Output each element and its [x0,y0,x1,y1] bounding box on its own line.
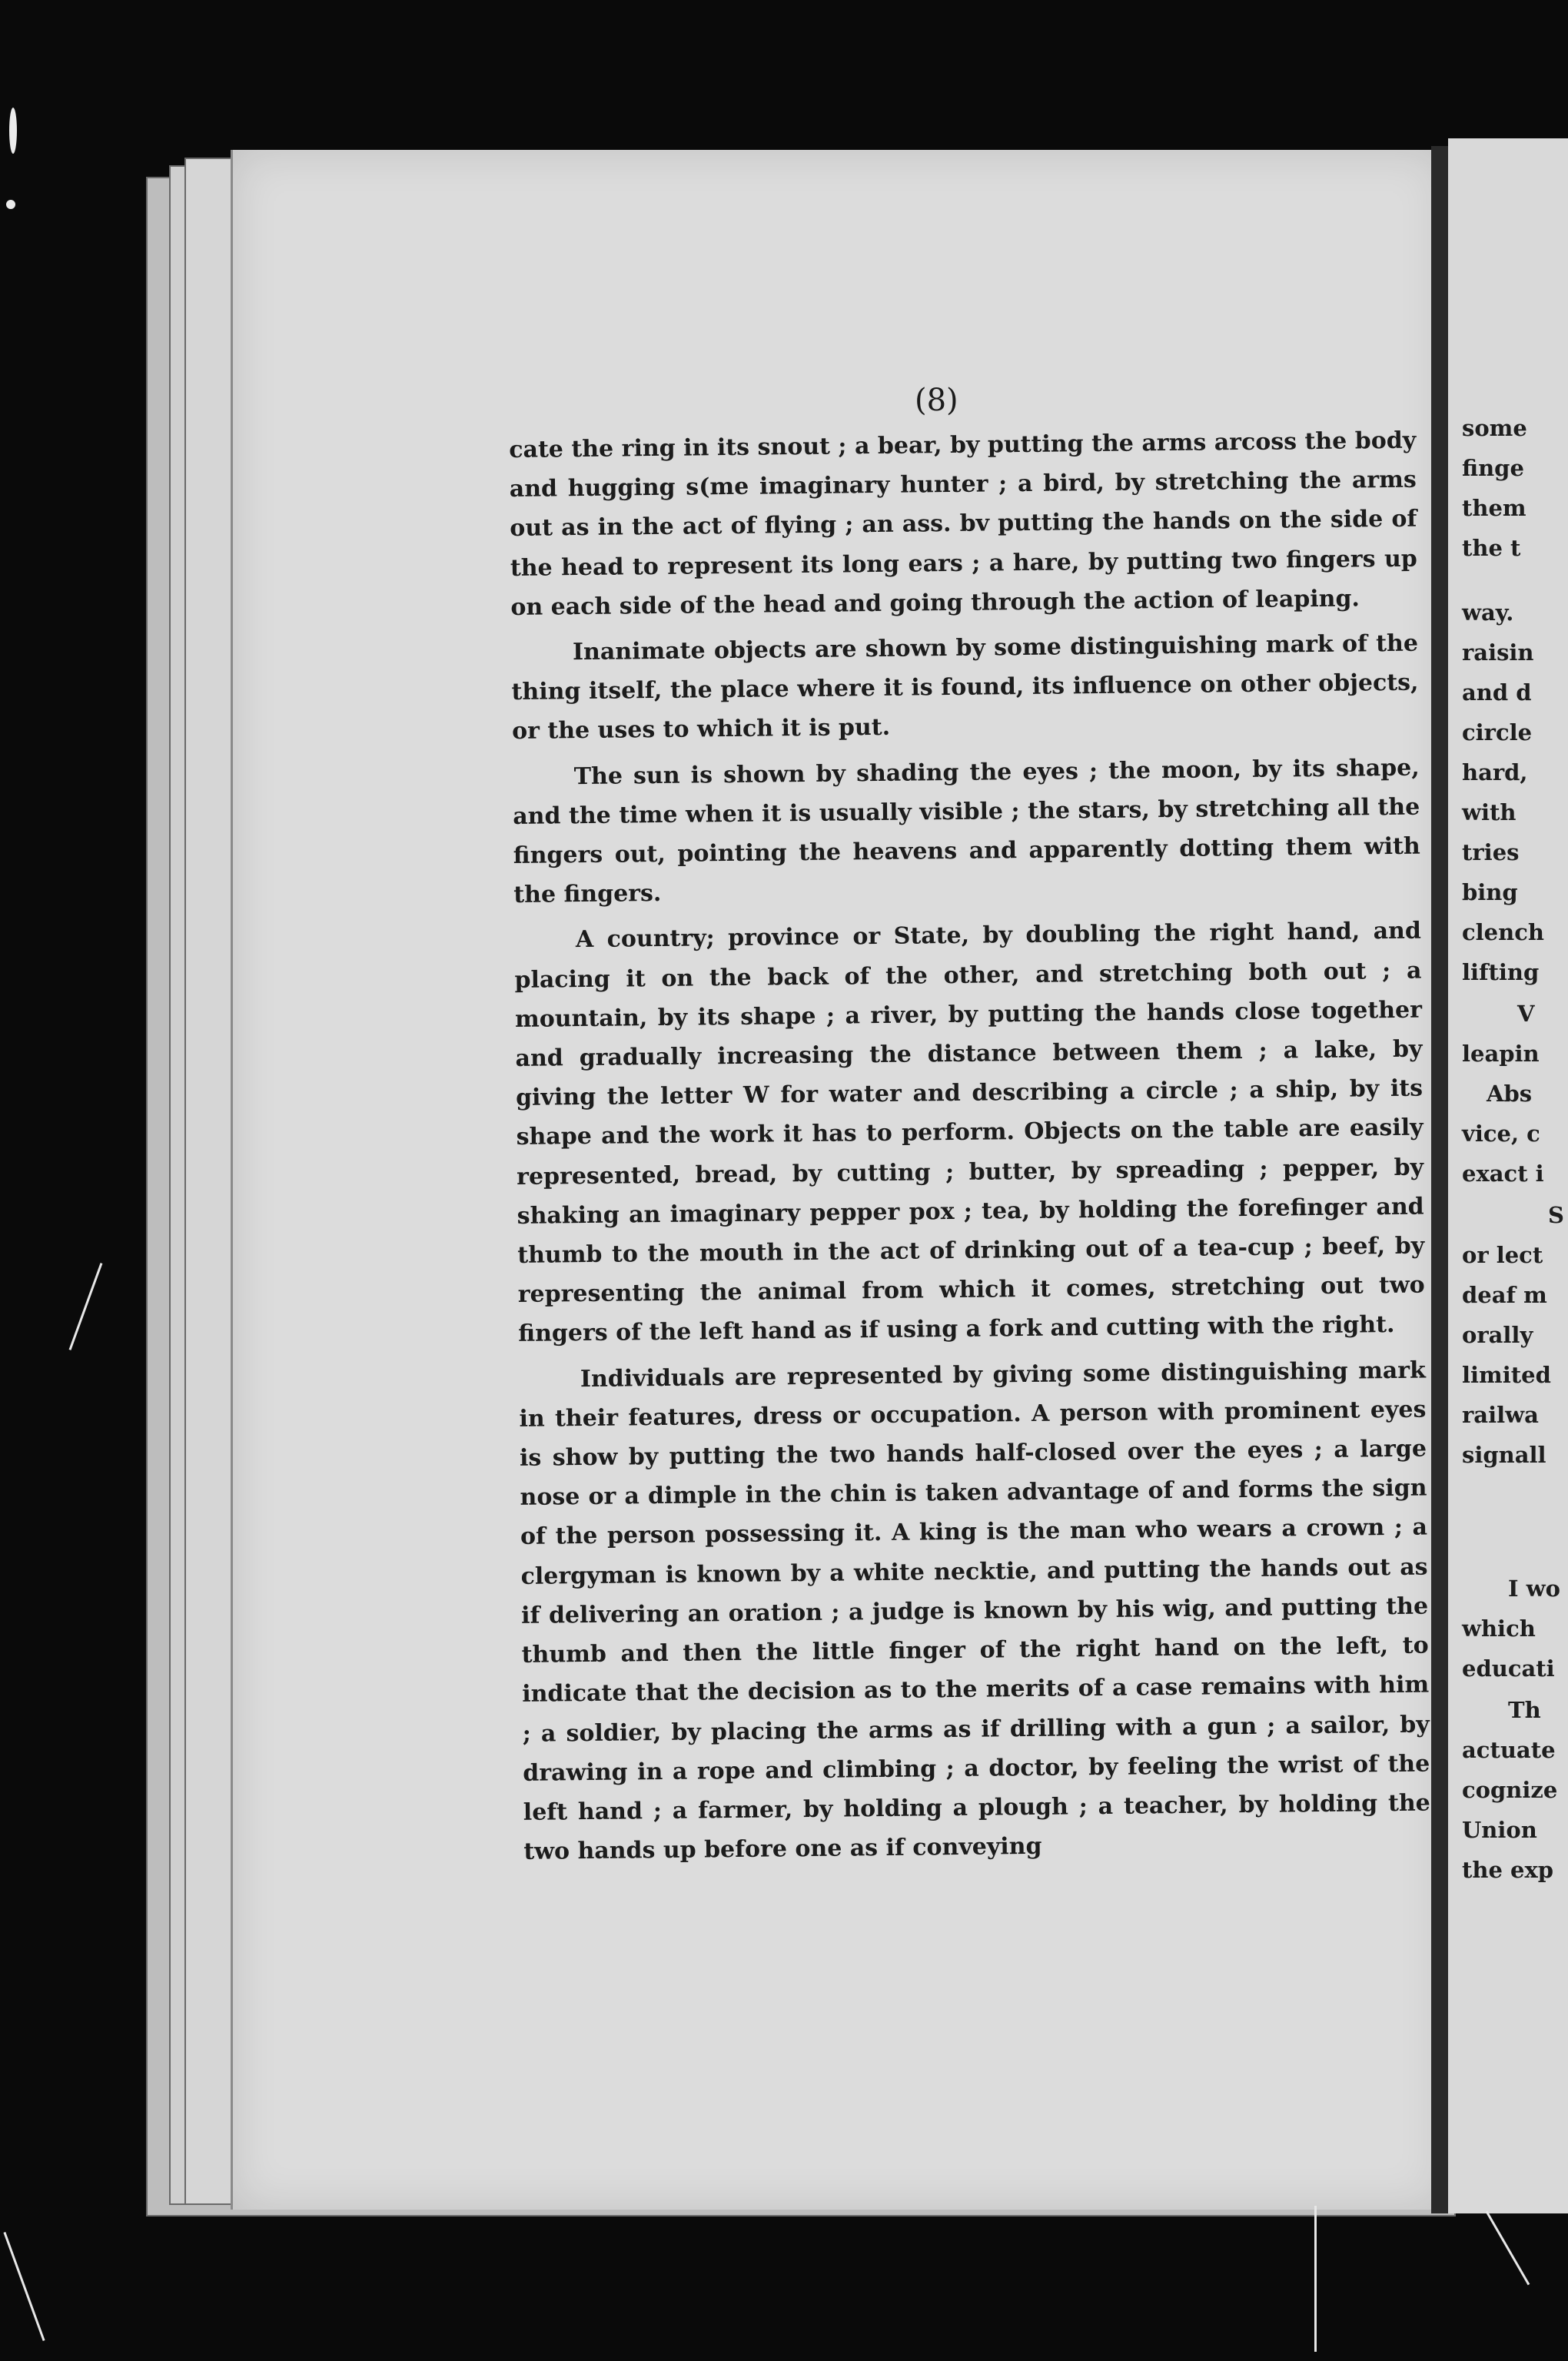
facing-page-line: Abs [1487,1081,1533,1107]
paragraph: The sun is shown by shading the eyes ; the moon, by its shape, and the time when it is usually visible ; the stars, by stretching all the fingers out, pointing the heavens and apparently dotting them with the fingers. [513,754,1420,909]
paragraph: cate the ring in its snout ; a bear, by putting the arms arcoss the body and hugging s(me imaginary hunter ; a bird, by stretching the arms out as in the act of flying ; an ass. bv putting the hands on the side of the head to represent its long ears ; a hare, by putting two fingers up on each side of the head and going through the action of leaping. [509,427,1417,621]
facing-page-line: or lect [1462,1242,1543,1268]
facing-page-line: tries [1462,839,1520,865]
facing-page-line: limited [1462,1362,1551,1388]
facing-page-line: leapin [1462,1041,1540,1067]
dust-mark [6,200,15,209]
facing-page-line: some [1462,415,1527,441]
facing-page-line: and d [1462,679,1532,706]
facing-page-line: cognize [1462,1777,1558,1803]
facing-page-line: them [1462,495,1526,521]
facing-page-line: Union [1462,1817,1537,1843]
facing-page-line: hard, [1462,759,1528,785]
facing-page-line: the exp [1462,1857,1554,1883]
facing-page [1448,138,1568,2213]
paragraph: Inanimate objects are shown by some distinguishing mark of the thing itself, the place where it is found, its influence on other objects, or the uses to which it is put. [511,629,1419,745]
facing-page-line: educati [1462,1655,1555,1682]
facing-page-line: Th [1508,1697,1541,1723]
film-scratch [1314,2206,1317,2352]
facing-page-line: exact i [1462,1161,1544,1187]
facing-page-line: vice, c [1462,1121,1540,1147]
facing-page-line: which [1462,1616,1536,1642]
facing-page-line: railwa [1462,1402,1539,1428]
facing-page-line: actuate [1462,1737,1556,1763]
film-scratch [3,2232,45,2341]
facing-page-line: circle [1462,719,1533,745]
facing-page-line: clench [1462,919,1544,945]
facing-page-line: lifting [1462,959,1540,985]
page-body-text [509,421,1431,1878]
facing-page-line: bing [1462,879,1518,905]
facing-page-line: I wo [1508,1576,1560,1602]
page-number: (8) [915,383,958,418]
facing-page-line: V [1517,1001,1535,1027]
dust-mark [9,108,17,154]
film-scratch [1486,2211,1530,2286]
film-scratch [69,1263,103,1350]
paragraph: Individuals are represented by giving some distinguishing mark in their features, dress or occupation. A person with prominent eyes is show by putting the two hands half-closed over the eyes ; a large nose or a dimple in the chin is taken advantage of and forms the sign of the person possessing it. A king is the man who wears a crown ; a clergyman is known by a white necktie, and putting the hands out as if delivering an oration ; a judge is known by his wig, and putting the thumb and then the little finger of the right hand on the left, to indicate that the decision as to the merits of a case remains with him ; a soldier, by placing the arms as if drilling with a gun ; a sailor, by drawing in a rope and climbing ; a doctor, by feeling the wrist of the left hand ; a farmer, by holding a plough ; a teacher, by holding the two hands up before one as if conveying [519,1356,1430,1866]
facing-page-line: signall [1462,1442,1546,1468]
facing-page-line: with [1462,799,1517,825]
facing-page-line: raisin [1462,639,1534,666]
paragraph: A country; province or State, by doubling the right hand, and placing it on the back of the other, and stretching both out ; a mountain, by its shape ; a river, by putting the hands close together and gradually increasing the distance between them ; a lake, by giving the letter W for water and describing a circle ; a ship, by its shape and the work it has to perform. Objects on the table are easily represented, bread, by cutting ; butter, by spreading ; pepper, by shaking an imaginary pepper pox ; tea, by holding the forefinger and thumb to the mouth in the act of drinking out of a tea-cup ; beef, by representing the animal from which it comes, stretching out two fingers of the left hand as if using a fork and cutting with the right. [514,918,1425,1348]
facing-page-line: finge [1462,455,1524,481]
facing-page-line: the t [1462,535,1521,561]
facing-page-line: way. [1462,599,1514,626]
facing-page-line: orally [1462,1322,1533,1348]
facing-page-line: deaf m [1462,1282,1547,1308]
book-gutter [1431,146,1448,2213]
facing-page-line: S [1548,1202,1564,1228]
